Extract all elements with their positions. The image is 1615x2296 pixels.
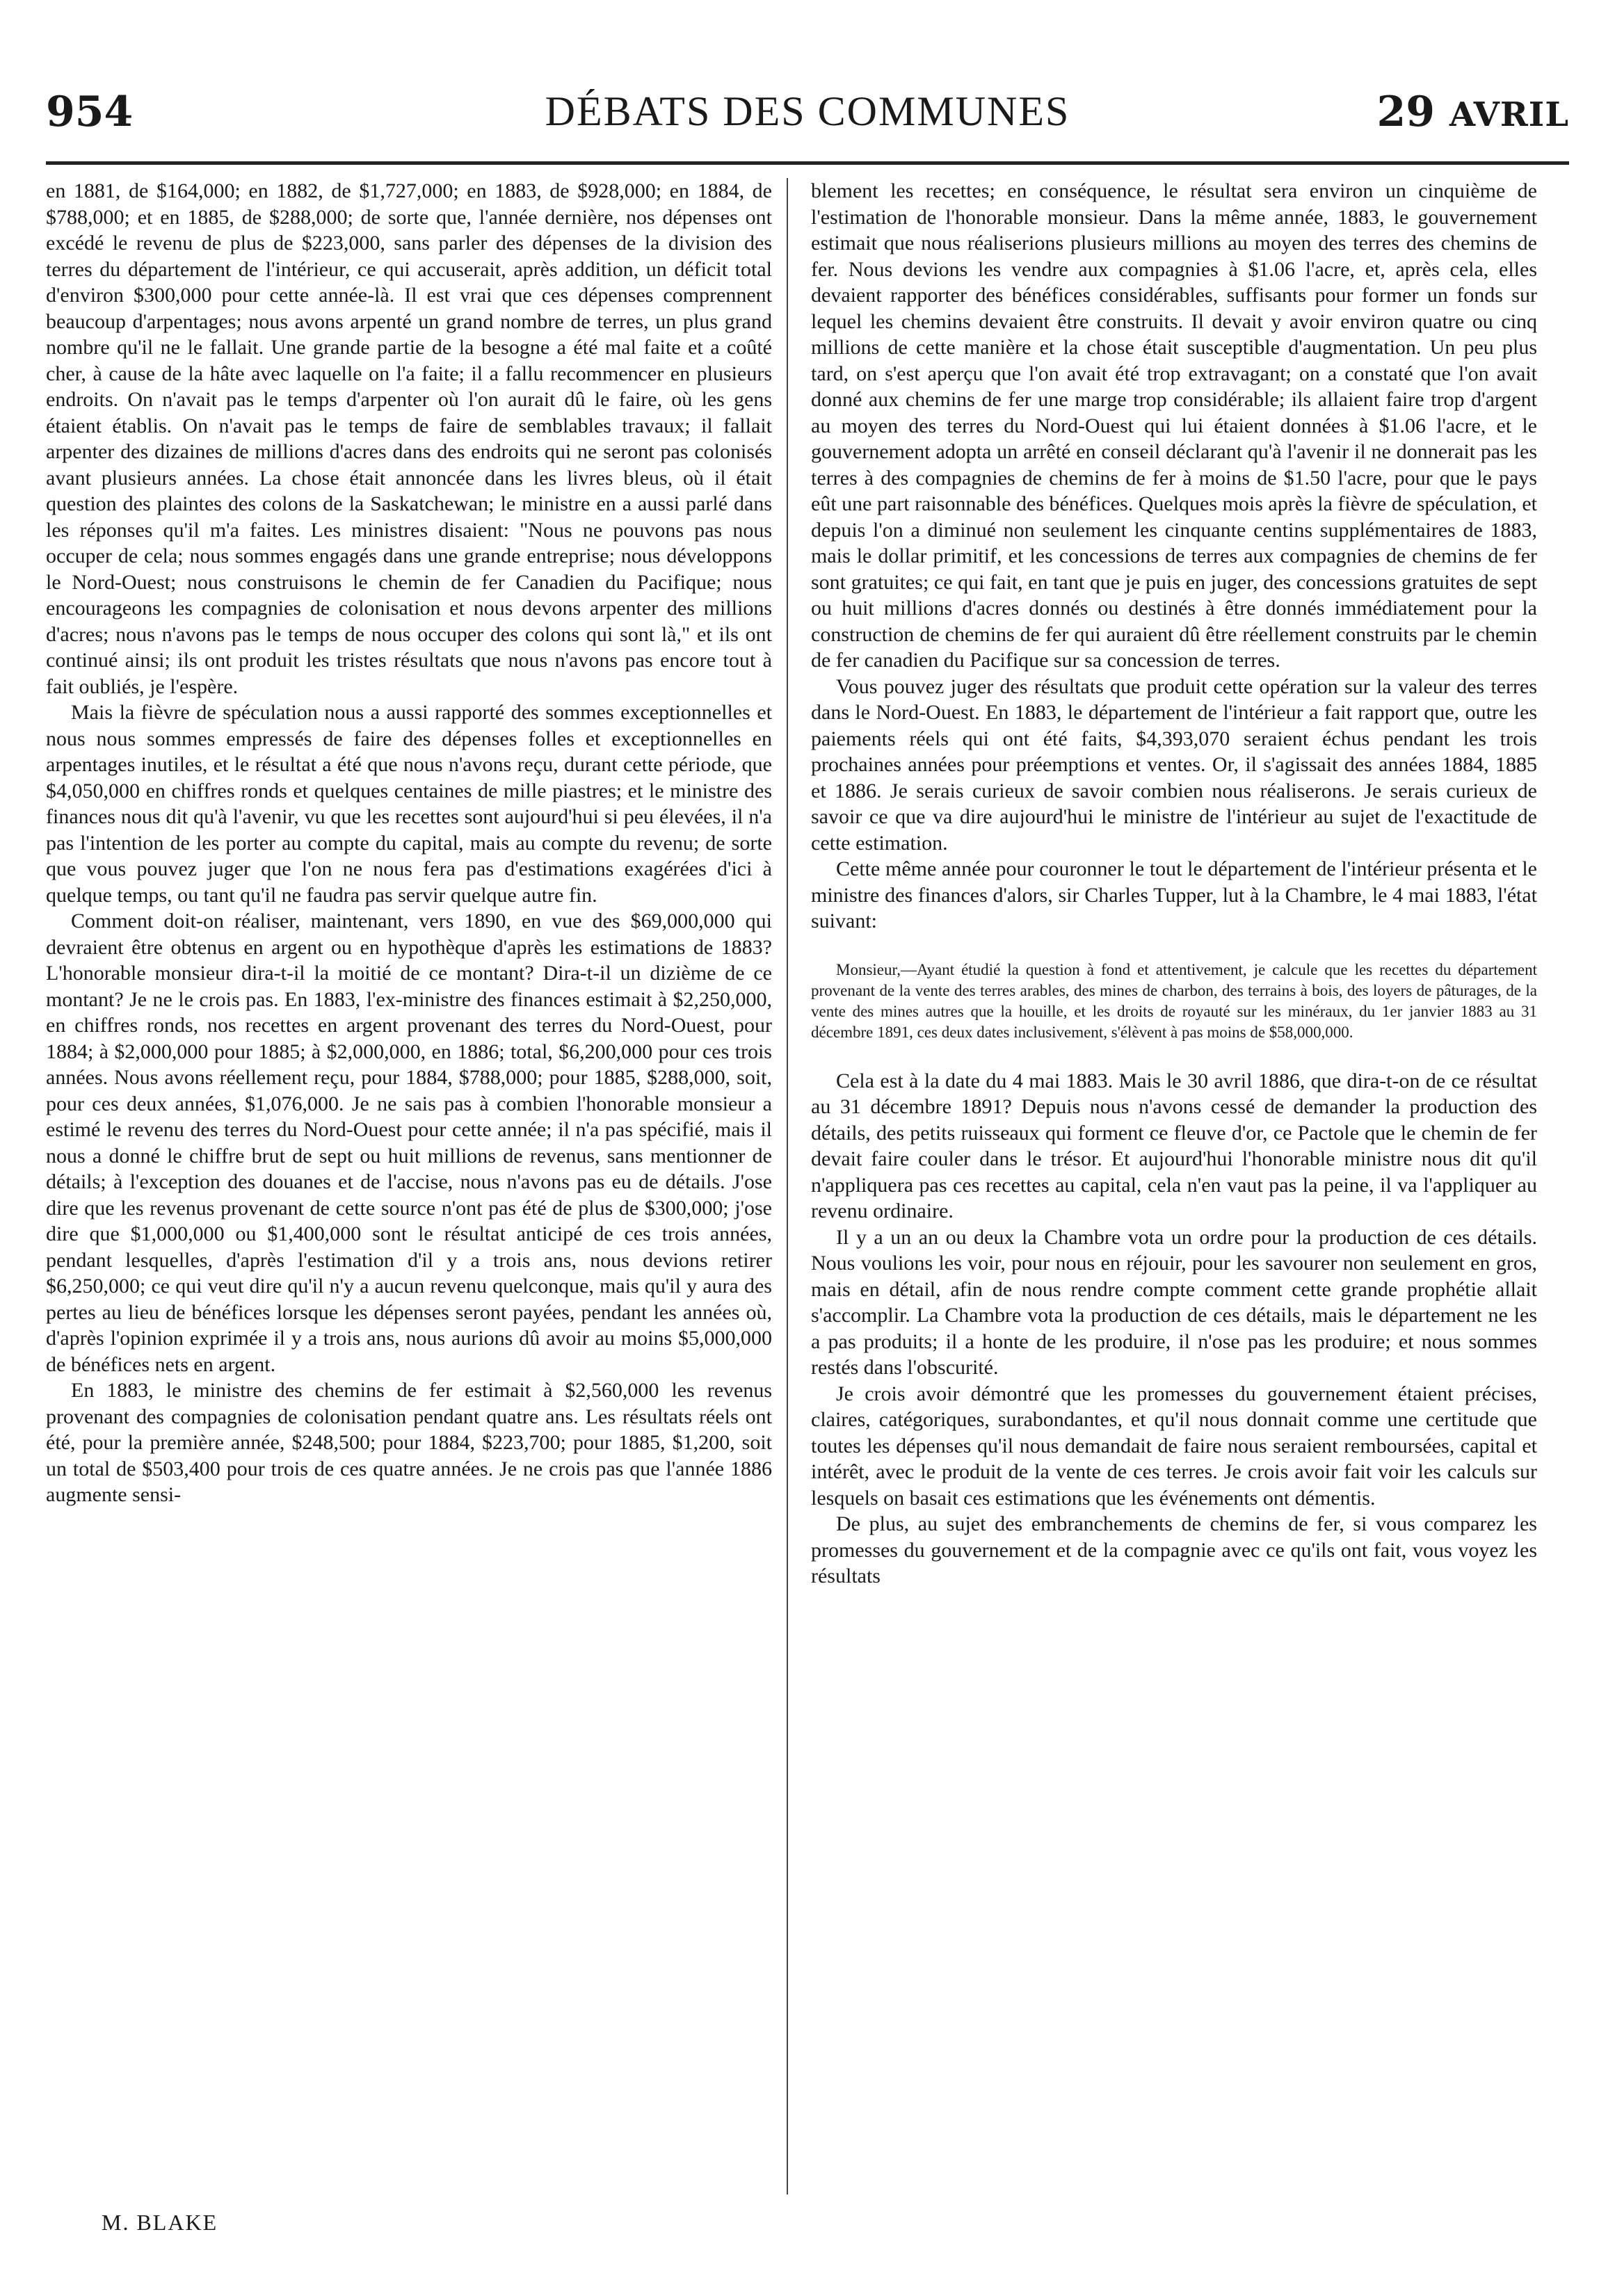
right-column: [811, 178, 1537, 2194]
column-divider: [787, 178, 788, 2194]
left-paragraph-3: Comment doit-on réaliser, maintenant, vers 1890, en vue des $69,000,000 qui devraient être obtenus en argent ou en hypothèque d'après les estimations de 1883? L'honorable monsieur dira-t-il la moitié de ce montant? Dira-t-il un dizième de ce montant? Je ne le crois pas. En 1883, l'ex-ministre des finances estimait à $2,250,000, en chiffres ronds, nos recettes en argent provenant des terres du Nord-Ouest, pour 1884; à $2,000,000 pour 1885; à $2,000,000, en 1886; total, $6,200,000 pour ces trois années. Nous avons réellement reçu, pour 1884, $788,000; pour 1885, $288,000, soit, pour ces deux années, $1,076,000. Je ne sais pas à combien l'honorable monsieur a estimé le revenu des terres du Nord-Ouest pour cette année; il n'a pas spécifié, mais il nous a donné le chiffre brut de sept ou huit millions de revenus, sans mentionner de détails; à l'exception des douanes et de l'accise, nous n'avons pas eu de détails. J'ose dire que les revenus provenant de cette source n'ont pas été de plus de $300,000; j'ose dire que $1,000,000 ou $1,400,000 sont le résultat anticipé de ces trois années, pendant lesquelles, d'après l'estimation d'il y a trois ans, nous devions retirer $6,250,000; ce qui veut dire qu'il n'y a aucun revenu quelconque, mais qu'il y aura des pertes au lieu de bénéfices lorsque les dépenses seront payées, pendant les années où, d'après l'opinion exprimée il y a trois ans, nous aurions dû avoir au moins $5,000,000 de bénéfices nets en argent.: [46, 909, 772, 1376]
right-paragraph-3: Cette même année pour couronner le tout le département de l'intérieur présenta et le ministre des finances d'alors, sir Charles Tupper, lut à la Chambre, le 4 mai 1883, l'état suivant:: [811, 857, 1537, 932]
header-rule: [46, 161, 1569, 165]
right-paragraph-6: Je crois avoir démontré que les promesses du gouvernement étaient précises, claires, catégoriques, surabondantes, et qu'il nous donnait comme une certitude que toutes les dépenses qu'il nous demandait de faire nous seraient remboursées, capital et intérêt, avec le produit de la vente de ces terres. Je crois avoir fait voir les calculs sur lesquels on basait ces estimations que les événements ont démentis.: [811, 1382, 1537, 1510]
left-paragraph-1: en 1881, de $164,000; en 1882, de $1,727,000; en 1883, de $928,000; en 1884, de $788,000; et en 1885, de $288,000; de sorte que, l'année dernière, nos dépenses ont excédé le revenu de plus de $223,000, sans parler des dépenses de la division des terres du département de l'intérieur, ce qui accuserait, après addition, un déficit total d'environ $300,000 pour cette année-là. Il est vrai que ces dépenses comprennent beaucoup d'arpentages; nous avons arpenté un grand nombre de terres, un plus grand nombre qu'il ne le fallait. Une grande partie de la besogne a été mal faite et a coûté cher, à cause de la hâte avec laquelle on l'a faite; il a fallu recommencer en plusieurs endroits. On n'avait pas le temps d'arpenter où l'on aurait dû le faire, où les gens étaient établis. On n'avait pas le temps de faire de semblables travaux; il fallait arpenter des dizaines de millions d'acres dans des endroits qui ne seront pas colonisés avant plusieurs années. La chose était annoncée dans les livres bleus, où il était question des plaintes des colons de la Saskatchewan; le ministre en a aussi parlé dans les réponses qu'il m'a faites. Les ministres disaient: "Nous ne pouvons pas nous occuper de cela; nous sommes engagés dans une grande entreprise; nous développons le Nord-Ouest; nous construisons le chemin de fer Canadien du Pacifique; nous encourageons les compagnies de colonisation et nous devons arpenter des millions d'acres; nous n'avons pas le temps de nous occuper des colons qui sont là," et ils ont continué ainsi; ils ont produit les tristes résultats que nous n'avons pas encore tout à fait oubliés, je l'espère.: [46, 179, 772, 698]
right-paragraph-4: Cela est à la date du 4 mai 1883. Mais le 30 avril 1886, que dira-t-on de ce résultat au 31 décembre 1891? Depuis nous n'avons cessé de demander la production des détails, des petits ruisseaux qui forment ce fleuve d'or, ce Pactole que le chemin de fer devait faire couler dans le trésor. Et aujourd'hui l'honorable ministre nous dit qu'il n'appliquera pas ces recettes au capital, cela n'en vaut pas la peine, il va l'appliquer au revenu ordinaire.: [811, 1069, 1537, 1222]
left-paragraph-2: Mais la fièvre de spéculation nous a aussi rapporté des sommes exceptionnelles et nous nous sommes empressés de faire des dépenses folles et exceptionnelles en arpentages inutiles, et le résultat a été que nous n'avons reçu, durant cette période, que $4,050,000 en chiffres ronds et quelques centaines de mille piastres; et le ministre des finances nous dit qu'à l'avenir, vu que les recettes sont aujourd'hui si peu élevées, il n'a pas l'intention de les porter au compte du capital, mais au compte du revenu; de sorte que vous pouvez juger que l'on ne nous fera pas d'estimations exagérées d'ici à quelque temps, ou tant qu'il ne faudra pas servir quelque autre fin.: [46, 701, 772, 907]
right-paragraph-1: blement les recettes; en conséquence, le résultat sera environ un cinquième de l'estimation de l'honorable monsieur. Dans la même année, 1883, le gouvernement estimait que nous réaliserions plusieurs millions au moyen des terres des chemins de fer. Nous devions les vendre aux compagnies à $1.06 l'acre, et, après cela, elles devaient rapporter des bénéfices considérables, suffisants pour former un fonds sur lequel les chemins devaient être construits. Il devait y avoir environ quatre ou cinq millions de cette manière et la chose était susceptible d'augmentation. Un peu plus tard, on s'est aperçu que l'on avait été trop extravagant; on a constaté que l'on avait donné aux chemins de fer une marge trop considérable; ils allaient faire trop d'argent au moyen des terres du Nord-Ouest qui lui étaient données à $1.06 l'acre, et le gouvernement adopta un arrêté en conseil déclarant qu'à l'avenir il ne donnerait pas les terres à des compagnies de chemins de fer à moins de $1.50 l'acre, pour que le pays eût une part raisonnable des bénéfices. Quelques mois après la fièvre de spéculation, et depuis l'on a diminué non seulement les cinquante centins supplémentaires de 1883, mais le dollar primitif, et les concessions de terres aux compagnies de chemins de fer sont gratuites; ce qui fait, en tant que je puis en juger, des concessions gratuites de sept ou huit millions d'acres donnés ou destinés à être donnés immédiatement pour la construction de chemins de fer qui auraient dû être réellement construits par le chemin de fer canadien du Pacifique sur sa concession de terres.: [811, 179, 1537, 672]
header-date-day: 29: [1376, 88, 1436, 136]
left-paragraph-4: En 1883, le ministre des chemins de fer estimait à $2,560,000 les revenus provenant des compagnies de colonisation pendant quatre ans. Les résultats réels ont été, pour la première année, $248,500; pour 1884, $223,700; pour 1885, $1,200, soit un total de $503,400 pour trois de ces quatre années. Je ne crois pas que l'année 1886 augmente sensi-: [46, 1379, 772, 1506]
right-paragraph-7: De plus, au sujet des embranchements de chemins de fer, si vous comparez les promesses du gouvernement et de la compagnie avec ce qu'ils ont fait, vous voyez les résultats: [811, 1512, 1537, 1587]
footer-speaker-name: M. BLAKE: [102, 2210, 218, 2235]
right-paragraph-5: Il y a un an ou deux la Chambre vota un ordre pour la production de ces détails. Nous voulions les voir, pour nous en réjouir, pour les savourer non seulement en gros, mais en détail, afin de nous rendre compte comment cette grande prophétie allait s'accomplir. La Chambre vota la production de ces détails, mais le département ne les a pas produits; il a honte de les produire, il n'ose pas les produire; et nous sommes restés dans l'obscurité.: [811, 1225, 1537, 1379]
header-date-month: AVRIL: [1449, 95, 1569, 134]
quoted-letter: Monsieur,—Ayant étudié la question à fond et attentivement, je calcule que les recettes du département provenant de la vente des terres arables, des mines de charbon, des terrains à bois, des loyers de pâturages, de la vente des mines autres que la houille, et les droits de royauté sur les minéraux, du 1er janvier 1883 au 31 décembre 1891, ces deux dates inclusivement, s'élèvent à pas moins de $58,000,000.: [811, 960, 1537, 1041]
header-date: [1377, 88, 1569, 136]
running-title: DÉBATS DES COMMUNES: [545, 88, 1070, 134]
page-header: [46, 82, 1569, 146]
left-column: [46, 178, 772, 2194]
right-paragraph-2: Vous pouvez juger des résultats que produit cette opération sur la valeur des terres dans le Nord-Ouest. En 1883, le département de l'intérieur a fait rapport que, outre les paiements réels qui ont été faits, $4,393,070 seraient échus pendant les trois prochaines années pour préemptions et ventes. Or, il s'agissait des années 1884, 1885 et 1886. Je serais curieux de savoir combien nous réaliserons. Je serais curieux de savoir ce que va dire aujourd'hui le ministre de l'intérieur au sujet de l'exactitude de cette estimation.: [811, 674, 1537, 855]
page-number: 954: [46, 88, 134, 136]
